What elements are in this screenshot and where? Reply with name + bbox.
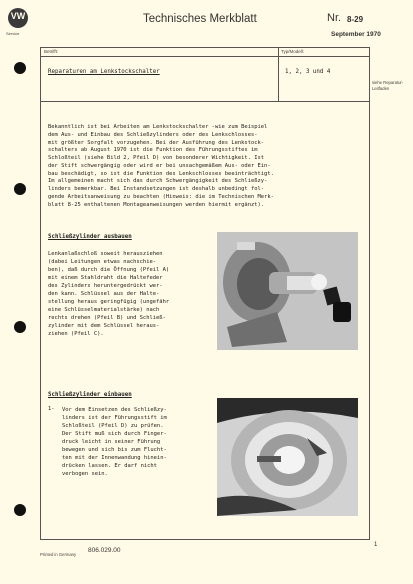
side-note: siehe Reparatur-Leitfaden — [372, 80, 404, 91]
photo-lock-cylinder-removal — [217, 232, 358, 350]
type-label: Typ/Modell: — [281, 49, 305, 54]
info-row-divider — [40, 101, 369, 102]
lock-housing-illustration — [217, 398, 358, 516]
subject-label: Betrifft: — [44, 49, 59, 54]
page-number: 1 — [374, 542, 378, 548]
document-title: Technisches Merkblatt — [143, 13, 257, 25]
printed-note: Printed in Germany — [40, 552, 77, 557]
intro-paragraph: Bekanntlich ist bei Arbeiten am Lenkstockschalter -wie zum Beispiel dem Aus- und Einbau des Schließzylinders oder des Lenkschlosses- mit größter Sorgfalt vorzugehen. Bei der Ausführung des Lenkstock- schalters ab August 1970 ist die Funktion des Führungsstiftes im Schloßteil (siehe Bild 2, Pfeil D) von besonderer Wichtigkeit. Ist der Stift schwergängig oder wird er bei unsachgemäßem Aus- oder Ein- bau beschädigt, so ist die Funktion des Lenkschlosses beeinträchtigt. Im allgemeinen macht sich das durch Schwergängigkeit des Schließzy- linders bemerkbar. Bei Instandsetzungen ist deshalb unbedingt fol- gende Arbeitsanweisung zu beachten (Hinweis: die im Technischen Merk- blatt 8-25 enthaltenen Montageanweisungen werden hiermit ergänzt). — [48, 124, 274, 208]
info-column-divider — [278, 47, 279, 101]
number-label: Nr. — [327, 12, 342, 24]
step-number-1: 1- — [48, 406, 55, 412]
punch-hole-3 — [14, 321, 26, 333]
type-value: 1, 2, 3 und 4 — [285, 69, 331, 75]
lock-cylinder-illustration — [217, 232, 358, 350]
section-heading-remove: Schließzylinder ausbauen — [48, 234, 132, 240]
document-number: 8-29 — [347, 15, 364, 24]
section-text-install: Vor dem Einsetzen des Schließzy- linders ist der Führungsstift im Schloßteil (Pfeil D) zu prüfen. Der Stift muß sich durch Finger- druck leicht in seiner Führung bewegen und sich bis zum Flucht- ten mit der Innenwandung hinein- drücken lassen. Er darf nicht verbogen sein. — [62, 407, 167, 477]
subject-value: Reparaturen am Lenkstockschalter — [48, 69, 160, 75]
vw-logo-icon: VW — [8, 8, 28, 28]
section-text-remove: Lenkanlaßschloß soweit herausziehen (dabei Leitungen etwas nachschie- ben), daß durch die Öffnung (Pfeil A) mit einem Stahldraht die Haltefeder des Zylinders heruntergedrückt wer- den kann. Schlüssel aus der Halte- stellung heraus geringfügig (ungefähr eine Schlüsselmaterialstärke) nach rechts drehen (Pfeil B) und Schließ- zylinder mit dem Schlüssel heraus- ziehen (Pfeil C). — [48, 251, 170, 337]
punch-hole-4 — [14, 504, 26, 516]
punch-hole-1 — [14, 62, 26, 74]
document-date: September 1970 — [331, 31, 381, 38]
photo-lock-housing — [217, 398, 358, 516]
part-code: 806.029.00 — [88, 547, 121, 554]
section-heading-install: Schließzylinder einbauen — [48, 392, 132, 398]
label-row-divider — [40, 56, 369, 57]
punch-hole-2 — [14, 183, 26, 195]
logo-subtitle: Service — [6, 31, 20, 36]
